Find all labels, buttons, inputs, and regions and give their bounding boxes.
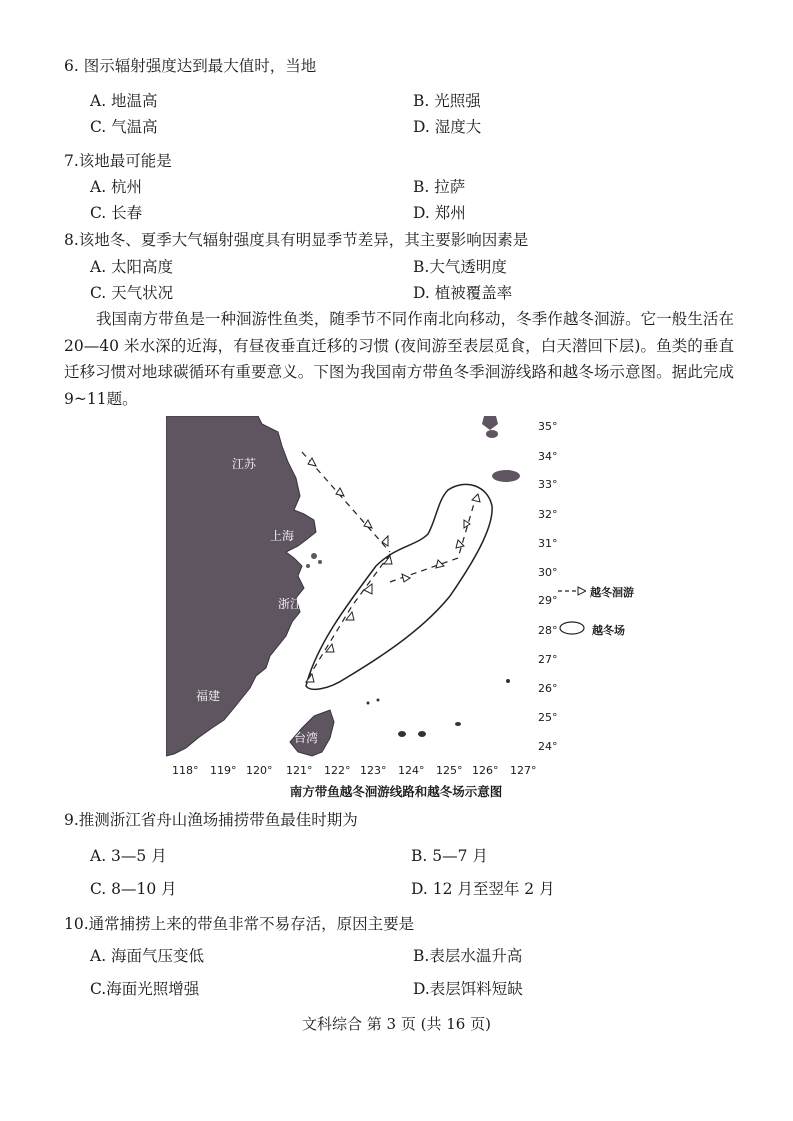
question-6-stem: 6. 图示辐射强度达到最大值时，当地: [64, 57, 317, 75]
question-6-option-c: C. 气温高: [90, 118, 158, 136]
label-shanghai: 上海: [270, 529, 295, 543]
lat-tick: 33°: [538, 478, 558, 491]
lon-tick: 119°: [210, 764, 237, 777]
question-6-option-a: A. 地温高: [90, 92, 158, 110]
question-9-option-d: D. 12 月至翌年 2 月: [411, 880, 555, 898]
question-10-option-b: B.表层水温升高: [413, 947, 523, 965]
question-9-option-c: C. 8—10 月: [90, 880, 177, 898]
question-7-stem: 7.该地最可能是: [64, 152, 172, 170]
lat-tick: 32°: [538, 508, 558, 521]
question-8-option-a: A. 太阳高度: [90, 258, 174, 276]
lon-tick: 123°: [360, 764, 387, 777]
lon-tick: 122°: [324, 764, 351, 777]
legend-ground-label: 越冬场: [592, 624, 625, 637]
question-8-stem: 8.该地冬、夏季大气辐射强度具有明显季节差异，其主要影响因素是: [64, 231, 529, 249]
lat-tick: 24°: [538, 740, 558, 753]
legend-migration-icon: [558, 586, 586, 596]
question-9-option-a: A. 3—5 月: [90, 847, 167, 865]
question-10-option-a: A. 海面气压变低: [90, 947, 205, 965]
lon-tick: 125°: [436, 764, 463, 777]
lon-tick: 121°: [286, 764, 313, 777]
question-6-option-d: D. 湿度大: [413, 118, 482, 136]
longitude-tick-labels: [166, 764, 546, 780]
question-9-option-b: B. 5—7 月: [411, 847, 488, 865]
question-8-option-c: C. 天气状况: [90, 284, 174, 302]
lon-tick: 126°: [472, 764, 499, 777]
label-jiangsu: 江苏: [232, 457, 257, 471]
lon-tick: 127°: [510, 764, 537, 777]
question-8-option-b: B.大气透明度: [413, 258, 507, 276]
label-zhejiang: 浙江: [278, 597, 303, 611]
question-9-stem: 9.推测浙江省舟山渔场捕捞带鱼最佳时期为: [64, 811, 358, 829]
lat-tick: 28°: [538, 624, 558, 637]
question-10-option-d: D.表层饵料短缺: [413, 980, 523, 998]
lon-tick: 120°: [246, 764, 273, 777]
lat-tick: 27°: [538, 653, 558, 666]
reading-passage: 我国南方带鱼是一种洄游性鱼类，随季节不同作南北向移动，冬季作越冬洄游。它一般生活在 20—40 米水深的近海，有昼夜垂直迁移的习惯 (夜间游至表层觅食，白天潜回下层)。鱼类的垂直迁移习惯对地球碳循环有重要意义。下图为我国南方带鱼冬季洄游线路和越冬场示意图。据此完成 9~11题。: [64, 310, 734, 408]
lon-tick: 118°: [172, 764, 199, 777]
question-10-option-c: C.海面光照增强: [90, 980, 200, 998]
question-10-stem: 10.通常捕捞上来的带鱼非常不易存活，原因主要是: [64, 915, 415, 933]
legend-ground-icon: [558, 620, 586, 636]
lat-tick: 34°: [538, 450, 558, 463]
question-6-option-b: B. 光照强: [413, 92, 481, 110]
label-fujian: 福建: [196, 689, 221, 703]
question-7-option-c: C. 长春: [90, 204, 143, 222]
lat-tick: 26°: [538, 682, 558, 695]
migration-map: [166, 416, 536, 762]
question-8-option-d: D. 植被覆盖率: [413, 284, 513, 302]
map-caption: 南方带鱼越冬洄游线路和越冬场示意图: [289, 784, 503, 799]
question-7-option-a: A. 杭州: [90, 178, 143, 196]
page-footer: 文科综合 第 3 页 (共 16 页): [302, 1015, 491, 1033]
lon-tick: 124°: [398, 764, 425, 777]
legend-migration-label: 越冬洄游: [590, 586, 634, 599]
label-taiwan: 台湾: [294, 731, 319, 745]
lat-tick: 30°: [538, 566, 558, 579]
lat-tick: 35°: [538, 420, 558, 433]
question-7-option-d: D. 郑州: [413, 204, 466, 222]
lat-tick: 29°: [538, 594, 558, 607]
lat-tick: 31°: [538, 537, 558, 550]
question-7-option-b: B. 拉萨: [413, 178, 466, 196]
lat-tick: 25°: [538, 711, 558, 724]
